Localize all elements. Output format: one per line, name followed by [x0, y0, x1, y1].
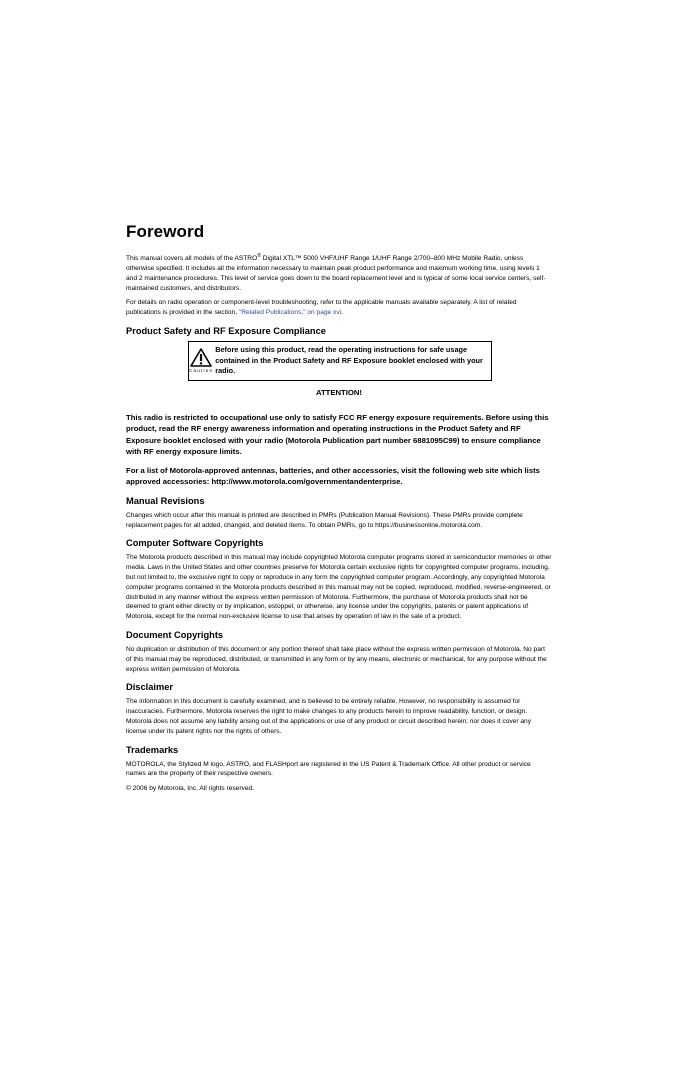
- registered-mark: ®: [257, 253, 261, 259]
- accessories-paragraph: For a list of Motorola-approved antennas, batteries, and other accessories, visit the following web site which lists approved accessories: http://www.motorola.com/governmentandenterprise.: [126, 466, 540, 487]
- page-title: Foreword: [126, 222, 205, 241]
- copyright-notice: © 2006 by Motorola, Inc. All rights reserved.: [126, 785, 255, 793]
- document-copyrights-text: No duplication or distribution of this document or any portion thereof shall take place without the express written permission of Motorola. No part of this manual may be reproduced, distributed, or transmitted in any form or by any means, electronic or mechanical, for any purpose without the express written permission of Motorola.: [126, 645, 547, 673]
- manual-revisions-heading: Manual Revisions: [126, 495, 205, 506]
- related-publications-link[interactable]: "Related Publications," on page xvi: [238, 309, 342, 317]
- trademarks-heading: Trademarks: [126, 744, 179, 755]
- disclaimer-text: The information in this document is carefully examined, and is believed to be entirely reliable. However, no responsibility is assumed for inaccuracies. Furthermore, Motorola reserves the right to make changes to any products herein to improve readability, function, or design. Motorola does not assume any liability arising out of the applications or use of any product or circuit described herein; nor does it cover any license under its patent rights nor the rights of others.: [126, 698, 532, 735]
- foreword-content: [126, 222, 552, 799]
- document-copyrights-heading: Document Copyrights: [126, 629, 224, 640]
- intro-p2-end: .: [341, 309, 343, 317]
- disclaimer-heading: Disclaimer: [126, 682, 174, 693]
- intro-p2-text: For details on radio operation or component-level troubleshooting, refer to the applicable manuals available separately. A list of related publications is provided in the section,: [126, 299, 517, 317]
- caution-box: [188, 341, 492, 381]
- caution-text: Before using this product, read the operating instructions for safe usage contained in the Product Safety and RF Exposure booklet enclosed with your radio.: [215, 345, 483, 376]
- intro-p1-start: This manual covers all models of the ASTRO: [126, 255, 258, 263]
- warning-triangle-icon: [190, 348, 212, 367]
- trademarks-text: MOTOROLA, the Stylized M logo, ASTRO, and FLASHport are registered in the US Patent & Trademark Office. All other product or service names are the property of their respective owners.: [126, 760, 531, 778]
- intro-paragraph-2: [126, 298, 552, 318]
- caution-label: Caution: [189, 368, 214, 374]
- intro-paragraph-1: [126, 252, 552, 293]
- caution-icon-wrap: [189, 343, 213, 379]
- rf-exposure-paragraph: This radio is restricted to occupational use only to satisfy FCC RF energy exposure requirements. Before using this product, read the RF energy awareness information and operating instructions in the Product Safety and RF Exposure booklet enclosed with your radio (Motorola Publication part number 6881095C99) to ensure compliance with RF energy exposure limits.: [126, 412, 549, 456]
- software-copyrights-heading: Computer Software Copyrights: [126, 538, 264, 549]
- software-copyrights-text: The Motorola products described in this manual may include copyrighted Motorola computer programs stored in semiconductor memories or other media. Laws in the United States and other countries preserve for Motorola certain exclusive rights for copyrighted computer programs, including, but not limited to, the exclusive right to copy or reproduce in any form the copyrighted computer program. Accordingly, any copyrighted Motorola computer programs contained in the Motorola products described in this manual may not be copied, reproduced, modified, reverse-engineered, or distributed in any manner without the express written permission of Motorola. Furthermore, the purchase of Motorola products shall not be deemed to grant either directly or by implication, estoppel, or otherwise, any license under the copyrights, patents or patent applications of Motorola, except for the normal non-exclusive license to use that arises by operation of law in the sale of a product.: [126, 554, 552, 621]
- manual-revisions-text: Changes which occur after this manual is printed are described in PMRs (Publication Manual Revisions). These PMRs provide complete replacement pages for all added, changed, and deleted items. To obtain PMRs, go to https://businessonline.motorola.com.: [126, 511, 523, 529]
- safety-heading: Product Safety and RF Exposure Compliance: [126, 325, 326, 336]
- attention-heading: ATTENTION!: [316, 387, 362, 397]
- intro-p1-rest: Digital XTL™ 5000 VHF/UHF Range 1/UHF Range 2/700–800 MHz Mobile Radio, unless otherwise specified. It includes all the information necessary to maintain peak product performance and maximum working time, using levels 1 and 2 maintenance procedures. This level of service goes down to the board replacement level and is typical of some local service centers, self-maintained customers, and distributors.: [126, 255, 546, 292]
